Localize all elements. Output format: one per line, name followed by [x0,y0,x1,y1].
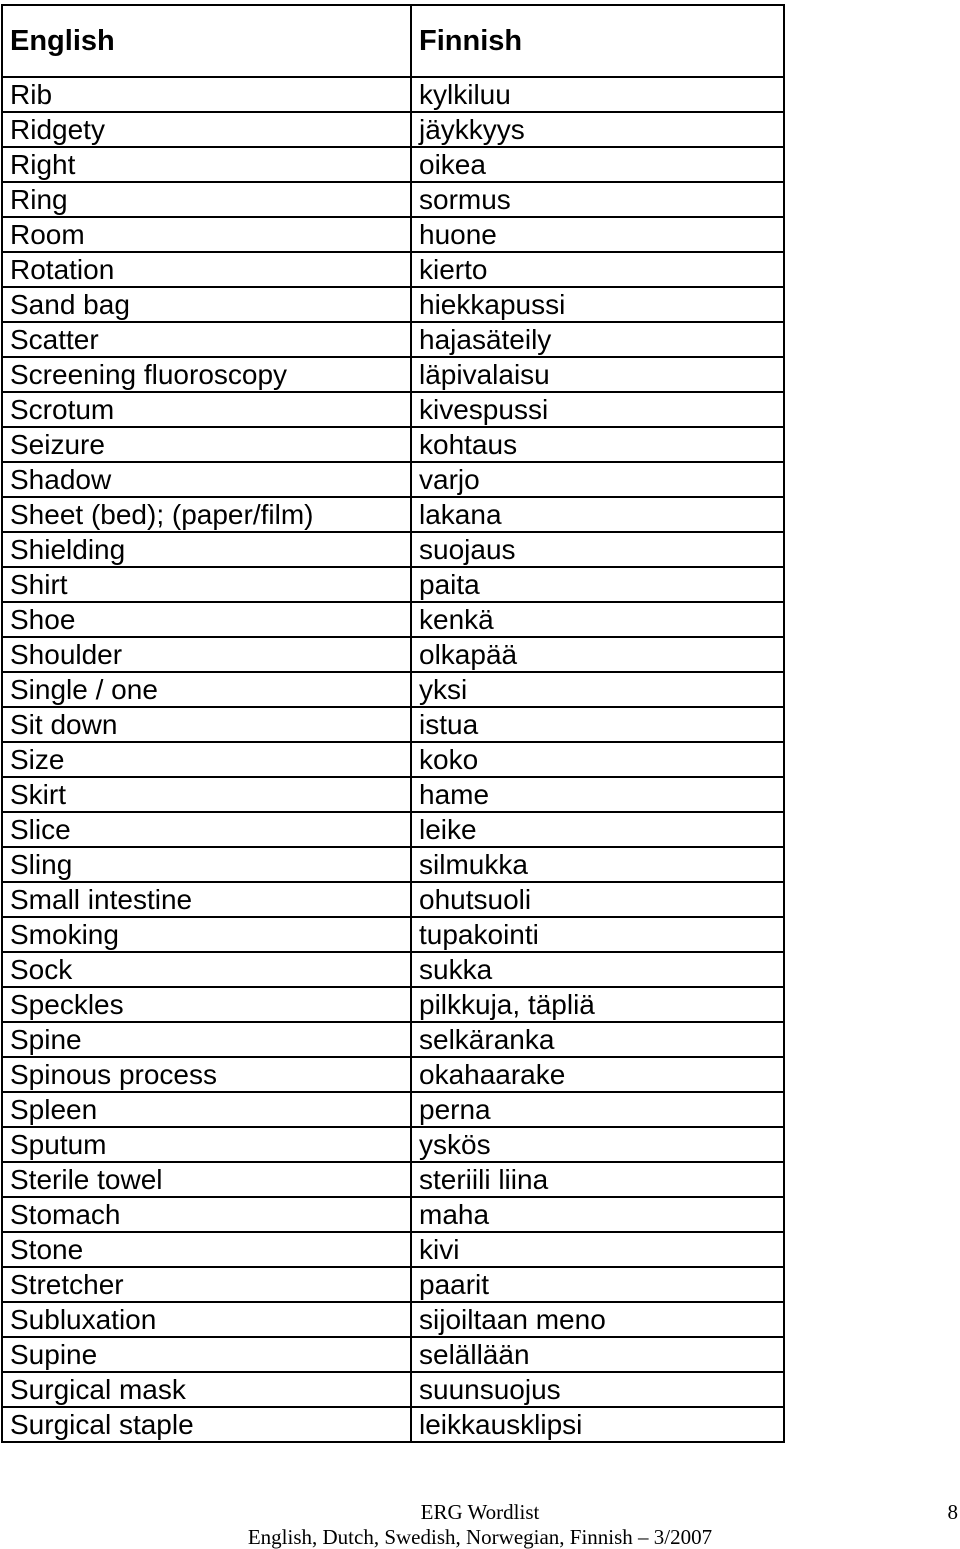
finnish-term: kivespussi [411,392,784,427]
english-term: Speckles [2,987,411,1022]
page-number: 8 [947,1500,958,1524]
english-term: Sputum [2,1127,411,1162]
english-term: Surgical staple [2,1407,411,1442]
finnish-term: tupakointi [411,917,784,952]
english-term: Slice [2,812,411,847]
finnish-term: hajasäteily [411,322,784,357]
finnish-term: ohutsuoli [411,882,784,917]
finnish-term: sukka [411,952,784,987]
finnish-term: kenkä [411,602,784,637]
english-term: Stomach [2,1197,411,1232]
finnish-term: hame [411,777,784,812]
english-term: Single / one [2,672,411,707]
finnish-term: kohtaus [411,427,784,462]
table-row [2,497,784,532]
finnish-term: paarit [411,1267,784,1302]
english-term: Sand bag [2,287,411,322]
english-term: Room [2,217,411,252]
table-row [2,1407,784,1442]
table-row [2,917,784,952]
table-row [2,1337,784,1372]
table-row [2,1127,784,1162]
finnish-term: istua [411,707,784,742]
table-row [2,637,784,672]
finnish-term: leikkausklipsi [411,1407,784,1442]
finnish-term: paita [411,567,784,602]
table-row [2,462,784,497]
finnish-term: pilkkuja, täpliä [411,987,784,1022]
table-row [2,567,784,602]
english-term: Scrotum [2,392,411,427]
finnish-term: kivi [411,1232,784,1267]
english-term: Subluxation [2,1302,411,1337]
english-term: Ring [2,182,411,217]
table-row [2,427,784,462]
footer-title: ERG Wordlist [420,1500,540,1524]
english-term: Smoking [2,917,411,952]
english-term: Spinous process [2,1057,411,1092]
finnish-term: kylkiluu [411,77,784,112]
table-row [2,182,784,217]
finnish-term: okahaarake [411,1057,784,1092]
finnish-term: läpivalaisu [411,357,784,392]
finnish-term: suunsuojus [411,1372,784,1407]
english-term: Sling [2,847,411,882]
finnish-term: leike [411,812,784,847]
table-row [2,812,784,847]
finnish-term: yksi [411,672,784,707]
english-term: Shoe [2,602,411,637]
finnish-term: koko [411,742,784,777]
finnish-term: jäykkyys [411,112,784,147]
table-row [2,77,784,112]
english-term: Stretcher [2,1267,411,1302]
column-header-english: English [2,5,411,77]
english-term: Size [2,742,411,777]
table-row [2,1057,784,1092]
table-row [2,287,784,322]
table-row [2,777,784,812]
table-row [2,1092,784,1127]
table-row [2,847,784,882]
table-row [2,602,784,637]
finnish-term: huone [411,217,784,252]
finnish-term: olkapää [411,637,784,672]
footer-subtitle: English, Dutch, Swedish, Norwegian, Finnish – 3/2007 [247,1525,713,1549]
table-row [2,357,784,392]
finnish-term: silmukka [411,847,784,882]
table-row [2,217,784,252]
finnish-term: steriili liina [411,1162,784,1197]
english-term: Shirt [2,567,411,602]
english-term: Screening fluoroscopy [2,357,411,392]
table-row [2,1372,784,1407]
english-term: Sheet (bed); (paper/film) [2,497,411,532]
table-row [2,1302,784,1337]
english-term: Sock [2,952,411,987]
table-row [2,1267,784,1302]
finnish-term: hiekkapussi [411,287,784,322]
english-term: Sit down [2,707,411,742]
english-term: Shielding [2,532,411,567]
english-term: Rotation [2,252,411,287]
table-row [2,882,784,917]
english-term: Supine [2,1337,411,1372]
finnish-term: selällään [411,1337,784,1372]
finnish-term: sijoiltaan meno [411,1302,784,1337]
english-term: Spine [2,1022,411,1057]
english-term: Sterile towel [2,1162,411,1197]
table-row [2,1022,784,1057]
english-term: Scatter [2,322,411,357]
table-row [2,112,784,147]
table-row [2,252,784,287]
column-header-finnish: Finnish [411,5,784,77]
table-row [2,1197,784,1232]
finnish-term: varjo [411,462,784,497]
table-row [2,952,784,987]
english-term: Spleen [2,1092,411,1127]
table-row [2,532,784,567]
english-term: Rib [2,77,411,112]
wordlist-table [1,4,785,1443]
table-row [2,322,784,357]
finnish-term: maha [411,1197,784,1232]
english-term: Skirt [2,777,411,812]
english-term: Seizure [2,427,411,462]
finnish-term: sormus [411,182,784,217]
english-term: Ridgety [2,112,411,147]
table-row [2,1162,784,1197]
finnish-term: lakana [411,497,784,532]
table-row [2,672,784,707]
english-term: Small intestine [2,882,411,917]
header-row [2,5,784,77]
table-row [2,392,784,427]
finnish-term: yskös [411,1127,784,1162]
english-term: Shoulder [2,637,411,672]
finnish-term: perna [411,1092,784,1127]
table-row [2,1232,784,1267]
table-row [2,147,784,182]
finnish-term: suojaus [411,532,784,567]
english-term: Surgical mask [2,1372,411,1407]
table-row [2,707,784,742]
finnish-term: kierto [411,252,784,287]
english-term: Shadow [2,462,411,497]
table-row [2,987,784,1022]
english-term: Stone [2,1232,411,1267]
finnish-term: selkäranka [411,1022,784,1057]
table-row [2,742,784,777]
wordlist-body [2,77,784,1442]
finnish-term: oikea [411,147,784,182]
english-term: Right [2,147,411,182]
